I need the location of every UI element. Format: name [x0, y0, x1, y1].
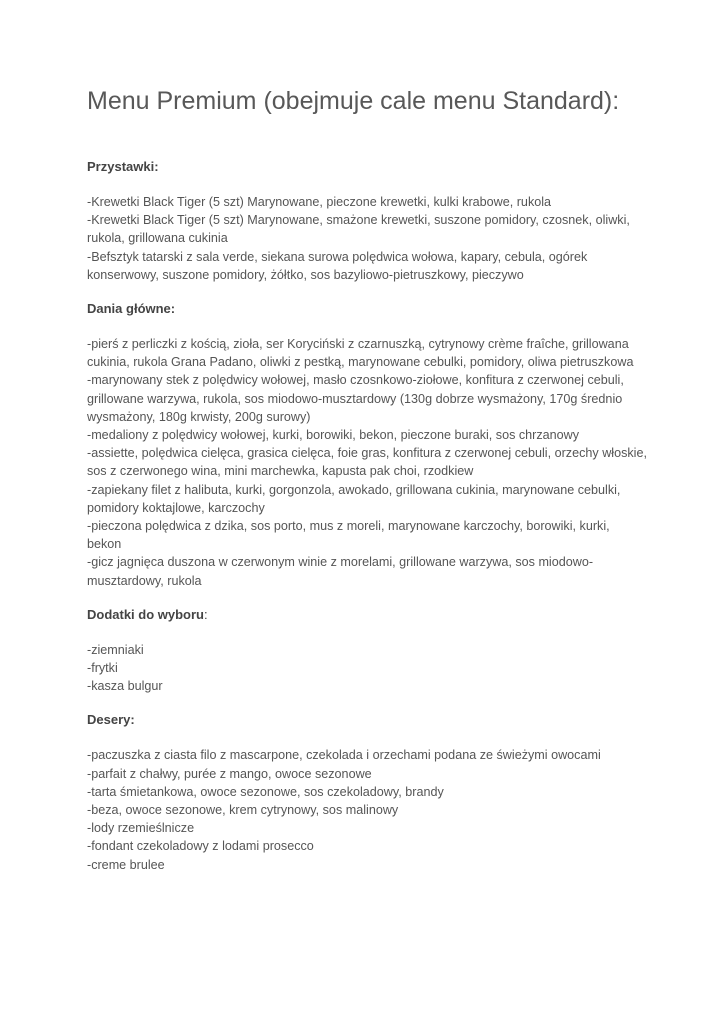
menu-item: -assiette, polędwica cielęca, grasica cielęca, foie gras, konfitura z czerwonej cebuli, orzechy włoskie, sos z czerwonego wina, mini marchewka, kapusta pak choi, rzodkiew — [87, 446, 647, 479]
section-main-courses — [87, 300, 647, 590]
section-sides — [87, 606, 647, 696]
menu-item: -paczuszka z ciasta filo z mascarpone, czekolada i orzechami podana ze świeżymi owocami — [87, 748, 601, 763]
menu-item: -pierś z perliczki z kością, zioła, ser Koryciński z czarnuszką, cytrynowy crème fraîche, grillowana cukinia, rukola Grana Padano, oliwki z pestką, marynowane cebulki, pomidory, oliwa pietruszkowa — [87, 337, 634, 370]
menu-item: -beza, owoce sezonowe, krem cytrynowy, sos malinowy — [87, 803, 399, 818]
menu-item: -frytki — [87, 661, 118, 676]
sides-list — [87, 641, 647, 696]
section-heading-sides-label: Dodatki do wyboru — [87, 606, 204, 622]
section-heading-starters: Przystawki: — [87, 159, 159, 174]
menu-item: -medaliony z polędwicy wołowej, kurki, borowiki, bekon, pieczone buraki, sos chrzanowy — [87, 428, 580, 443]
section-starters — [87, 158, 647, 284]
document-page — [87, 82, 647, 890]
desserts-list — [87, 746, 647, 873]
menu-item: -Krewetki Black Tiger (5 szt) Marynowane, smażone krewetki, suszone pomidory, czosnek, oliwki, rukola, grillowana cukinia — [87, 213, 630, 246]
starters-list — [87, 193, 647, 284]
section-heading-sides-colon: : — [204, 606, 208, 622]
menu-item: -Befsztyk tatarski z sala verde, siekana surowa polędwica wołowa, kapary, cebula, ogórek konserwowy, suszone pomidory, żółtko, sos bazyliowo-pietruszkowy, pieczywo — [87, 249, 588, 282]
section-desserts — [87, 711, 647, 873]
menu-item: -Krewetki Black Tiger (5 szt) Marynowane, pieczone krewetki, kulki krabowe, rukola — [87, 195, 552, 209]
section-heading-desserts: Desery: — [87, 712, 135, 728]
section-heading-sides — [87, 606, 647, 624]
menu-item: -creme brulee — [87, 857, 165, 872]
section-heading-main-courses: Dania główne: — [87, 301, 176, 317]
menu-item: -marynowany stek z polędwicy wołowej, masło czosnkowo-ziołowe, konfitura z czerwonej cebuli, grillowane warzywa, rukola, sos miodowo-musztardowy (130g dobrze wysmażony, 170g średnio wysmażony, 180g krwisty, 200g surowy) — [87, 373, 624, 424]
menu-item: -lody rzemieślnicze — [87, 821, 195, 836]
menu-item: -parfait z chałwy, purée z mango, owoce sezonowe — [87, 766, 372, 781]
menu-item: -ziemniaki — [87, 642, 144, 657]
menu-item: -fondant czekoladowy z lodami prosecco — [87, 839, 314, 854]
page-title: Menu Premium (obejmuje cale menu Standard): — [87, 87, 620, 115]
menu-item: -kasza bulgur — [87, 679, 163, 694]
menu-item: -tarta śmietankowa, owoce sezonowe, sos czekoladowy, brandy — [87, 784, 444, 799]
main-courses-list — [87, 335, 647, 590]
menu-item: -pieczona polędwica z dzika, sos porto, mus z moreli, marynowane karczochy, borowiki, kurki, bekon — [87, 519, 610, 552]
menu-item: -gicz jagnięca duszona w czerwonym winie z morelami, grillowane warzywa, sos miodowo-musztardowy, rukola — [87, 555, 594, 588]
menu-item: -zapiekany filet z halibuta, kurki, gorgonzola, awokado, grillowana cukinia, marynowane cebulki, pomidory koktajlowe, karczochy — [87, 482, 621, 515]
